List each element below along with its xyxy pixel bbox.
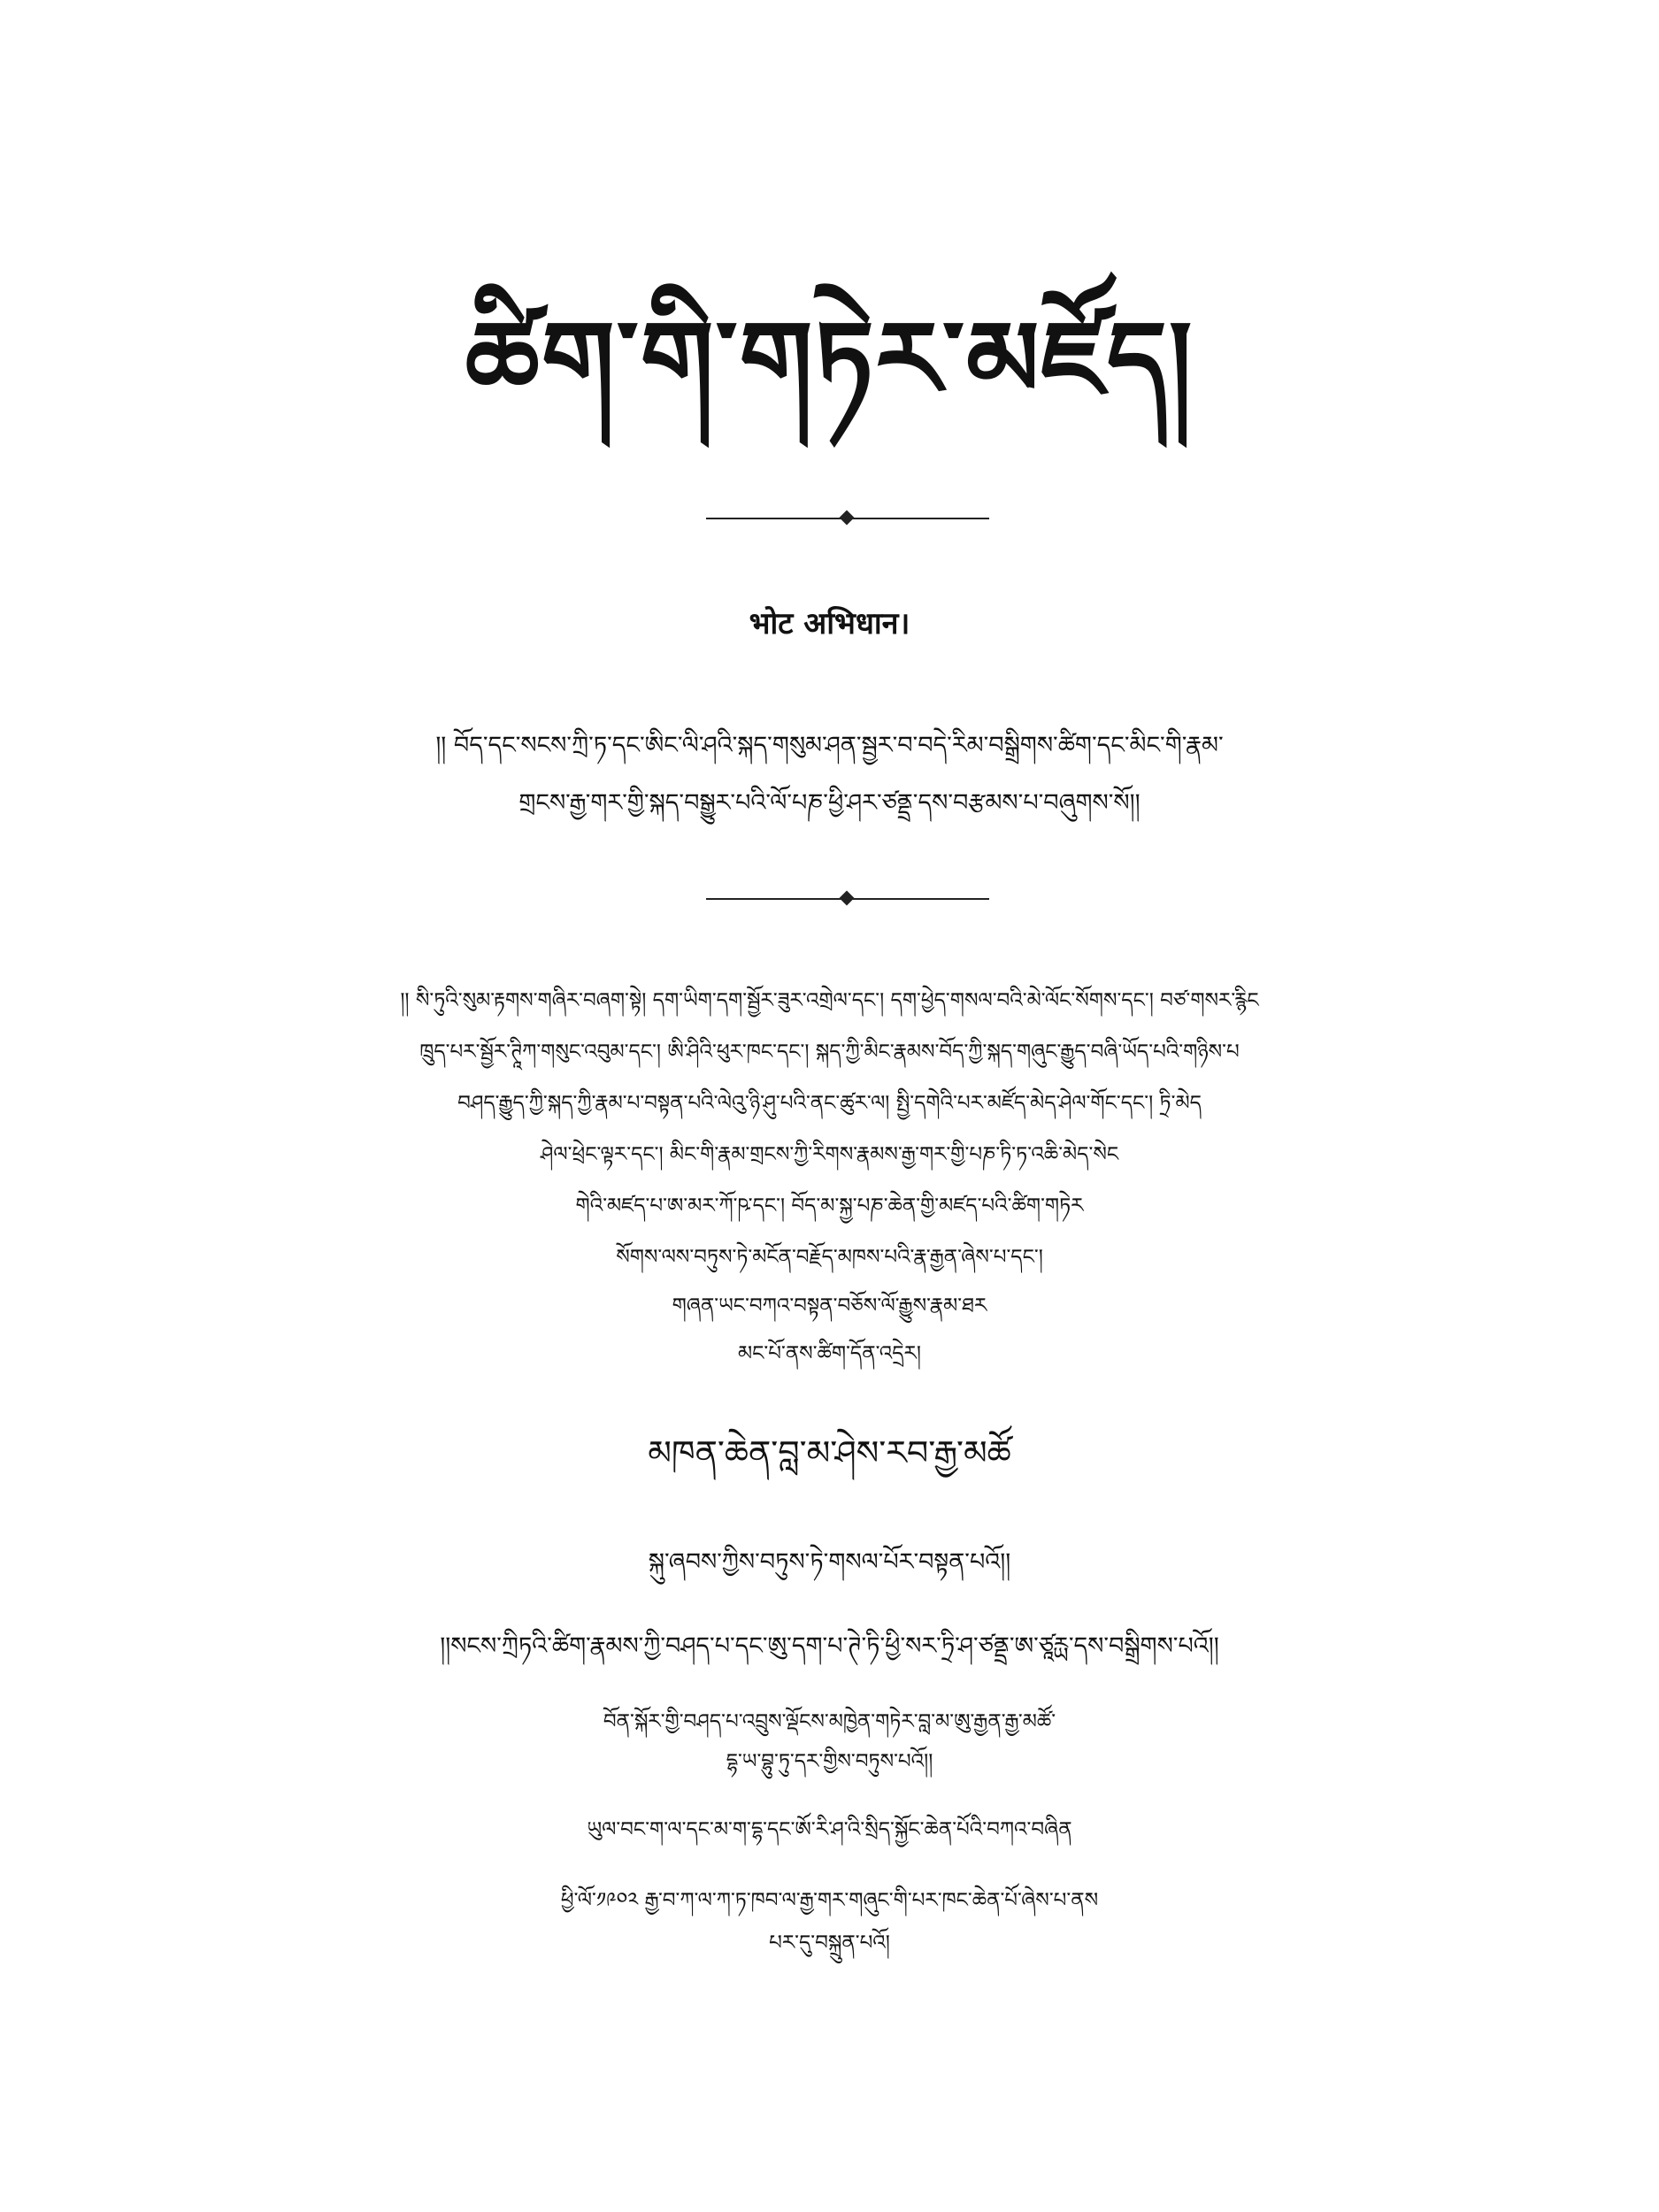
divider-diamond-icon <box>840 891 855 906</box>
description-line-1: །། བོད་དང་སངས་ཀྲི་ཏ་དང་ཨིང་ལི་ཤའི་སྐད་གསུམ་ཤན་སྦྱར་བ་བདེ་རིམ་བསྒྲིགས་ཚིག་དང་མིང་གི་རྣམ་ <box>435 732 1224 759</box>
description-line-2: གྲངས་རྒྱ་གར་གྱི་སྐད་བསྒྱུར་པའི་ལོ་པཎ་ཕྱི་ཤར་ཙནྡྲ་དས་བརྩམས་པ་བཞུགས་སོ།། <box>518 789 1141 817</box>
devanagari-subtitle: भोट अभिधान। <box>749 606 910 641</box>
verse-line-2: ཁྲུད་པར་སྦྱོར་ཊཱིཀ་གསུང་འབུམ་དང་། ཨི་ཤིའི་ཕུར་ཁང་དང་། སྐད་ཀྱི་མིང་རྣམས་བོད་ཀྱི་སྐད་གཞུང་རྒྱུད་བཞི་ཡོད་པའི་གཉིས་པ <box>419 1041 1240 1064</box>
verse-line-1: །། སི་ཏུའི་སུམ་རྟགས་གཞིར་བཞག་སྟེ། དག་ཡིག་དག་སྦྱོར་ཟུར་འགྲེལ་དང་། དག་ཕྱེད་གསལ་བའི་མེ་ལོང་སོགས་དང་། བཙ་གསར་རྙིང <box>400 989 1259 1012</box>
verse-line-8: མང་པོ་ནས་ཚིག་དོན་འདྲེར། <box>738 1342 921 1365</box>
author-name: མཁན་ཆེན་བླ་མ་ཤེས་རབ་རྒྱ་མཚོ <box>648 1433 1011 1472</box>
verse-line-5: གེའི་མཛད་པ་ཨ་མར་ཀོ་ཥ་དང་། བོད་མ་སྐྱ་པཎ་ཆེན་གྱི་མཛད་པའི་ཚིག་གཏེར <box>575 1194 1084 1217</box>
edition-line-1: བོན་སྐོར་གྱི་བཤད་པ་འབྲུས་ལྡོངས་མཁྱེན་གཏེར་བླ་མ་ཨུ་རྒྱན་རྒྱ་མཚོ་ <box>603 1710 1056 1733</box>
main-title: ཚིག་གི་གཏེར་མཛོད། <box>465 297 1194 420</box>
publication-line-2: པར་དུ་བསྐྲུན་པའོ། <box>769 1932 890 1955</box>
ornamental-divider-middle <box>706 898 989 900</box>
verse-line-6: སོགས་ལས་བཏུས་ཏེ་མངོན་བརྗོད་མཁས་པའི་རྣ་རྒྱན་ཞེས་པ་དང་། <box>616 1246 1043 1269</box>
verse-line-3: བཤད་རྒྱུད་ཀྱི་སྐད་ཀྱི་རྣམ་པ་བསྟན་པའི་ལེའུ་ཉི་ཤུ་པའི་ནང་ཚུར་ལ། སྤྱི་དགེའི་པར་མཛོད་མེད་ཤེལ་གོང་དང་། ཏྲི་མེད <box>457 1092 1202 1115</box>
edition-line-2: དྷ་ཡ་བྷུ་ཏུ་དར་གྱིས་བཏུས་པའོ།། <box>726 1750 933 1773</box>
verse-line-4: ཤེལ་ཕྲེང་ལྟར་དང་། མིང་གི་རྣམ་གྲངས་ཀྱི་རིགས་རྣམས་རྒྱ་གར་གྱི་པཎ་ཏི་ཏ་འཆི་མེད་སེང <box>540 1143 1119 1166</box>
printing-authority-line: ཡུལ་བང་ག་ལ་དང་མ་ག་དྷ་དང་ཨོ་རི་ཤ་འི་སྲིད་སྐྱོང་ཆེན་པོའི་བཀའ་བཞིན <box>587 1818 1072 1841</box>
sanskrit-line: །།སངས་ཀྲིཏའི་ཚིག་རྣམས་ཀྱི་བཤད་པ་དང་ཨུ་དག་པ་ཊེ་ཏི་ཕྱི་སར་ཏྲི་ཤ་ཙནྡྲ་ཨ་ཙཱརྻ་དས་བསྒྲིགས་པའོ།། <box>440 1632 1219 1660</box>
compiled-by-line: སྐུ་ཞབས་ཀྱིས་བཏུས་ཏེ་གསལ་པོར་བསྟན་པའོ།། <box>648 1548 1011 1576</box>
ornamental-divider-top <box>706 518 989 519</box>
publication-line-1: ཕྱི་ལོ་༡༩༠༢ རྒྱ་བ་ཀ་ལ་ཀ་ཏ་ཁབ་ལ་རྒྱ་གར་གཞུང་གི་པར་ཁང་ཆེན་པོ་ཞེས་པ་ནས <box>560 1889 1099 1912</box>
verse-line-7: གཞན་ཡང་བཀའ་བསྟན་བཅོས་ལོ་རྒྱུས་རྣམ་ཐར <box>672 1294 987 1317</box>
